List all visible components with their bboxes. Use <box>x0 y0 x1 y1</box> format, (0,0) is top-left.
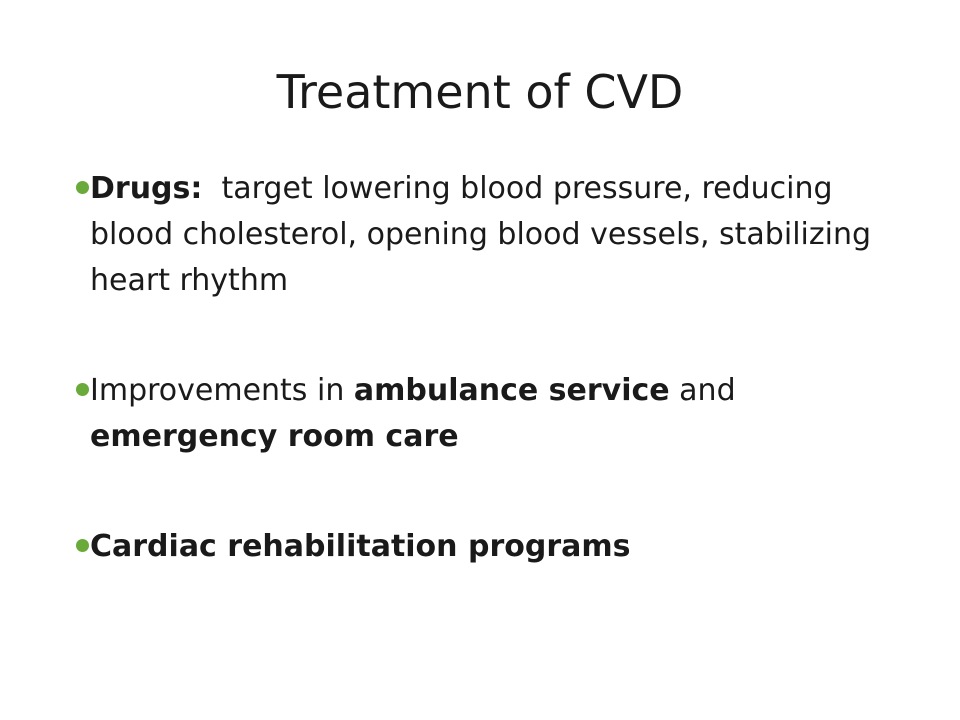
bullet-item-drugs <box>78 166 881 304</box>
bullet-dot-icon <box>76 383 89 396</box>
bullet-bold-2: emergency room care <box>90 419 459 454</box>
bullet-dot-icon <box>76 181 89 194</box>
bullet-bold-lead: Drugs: <box>90 171 203 206</box>
bullet-dot-icon <box>76 539 89 552</box>
bullet-bold-1: ambulance service <box>353 373 670 408</box>
bullet-item-improvements <box>78 368 878 460</box>
slide-title: Treatment of CVD <box>276 65 684 119</box>
bullet-list <box>78 166 881 570</box>
bullet-text: target lowering blood pressure, reducing blood cholesterol, opening blood vessels, stabilizing heart rhythm <box>90 171 881 298</box>
bullet-text-2: and <box>669 373 746 408</box>
bullet-text-1: Improvements in <box>90 373 354 408</box>
bullet-bold-lead: Cardiac rehabilitation programs <box>90 529 631 564</box>
bullet-item-cardiac-rehab <box>78 524 878 570</box>
